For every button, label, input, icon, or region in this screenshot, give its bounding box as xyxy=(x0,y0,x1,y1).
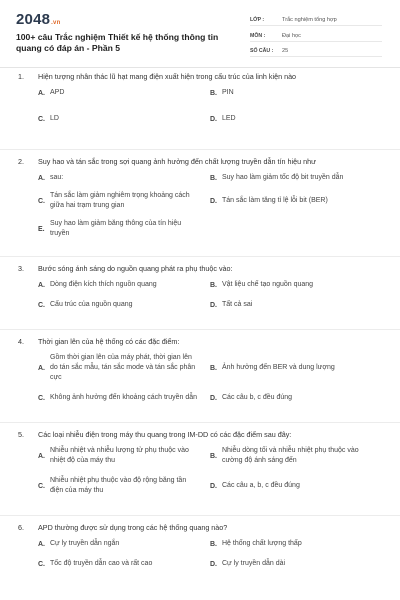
option-text: Tán sắc làm giảm nghiêm trọng khoảng cách giữa hai trạm trung gian xyxy=(50,192,190,209)
answer-option[interactable] xyxy=(38,88,210,98)
question-header xyxy=(18,264,382,274)
answer-option[interactable] xyxy=(210,191,382,211)
document-meta xyxy=(250,12,382,59)
meta-value: Trắc nghiệm tổng hợp xyxy=(282,17,337,23)
answer-option[interactable] xyxy=(210,393,382,403)
answer-option[interactable] xyxy=(210,280,382,290)
answer-option[interactable] xyxy=(38,191,210,211)
meta-row-count xyxy=(250,43,382,57)
question-text: Suy hao và tán sắc trong sợi quang ảnh hưởng đến chất lượng truyền dẫn tín hiệu như xyxy=(38,157,316,166)
option-letter: A. xyxy=(38,89,45,97)
answer-option[interactable] xyxy=(210,300,382,310)
option-letter: A. xyxy=(38,452,45,460)
question-header xyxy=(18,337,382,347)
answer-option[interactable] xyxy=(38,173,210,183)
answer-option[interactable] xyxy=(38,539,210,549)
answer-option[interactable] xyxy=(210,476,382,496)
option-text: PIN xyxy=(222,89,234,96)
option-letter: A. xyxy=(38,281,45,289)
answer-options xyxy=(38,539,382,579)
answer-option[interactable] xyxy=(210,173,382,183)
option-text: Tốc độ truyền dẫn cao và rất cao xyxy=(50,560,153,567)
question-header xyxy=(18,523,382,533)
option-letter: B. xyxy=(210,364,217,372)
option-letter: B. xyxy=(210,174,217,182)
answer-options xyxy=(38,353,382,413)
option-text: Cự ly truyền dẫn ngắn xyxy=(50,540,120,547)
document-title: 100+ câu Trắc nghiệm Thiết kế hệ thống thông tin quang có đáp án - Phần 5 xyxy=(16,32,219,53)
meta-label: SỐ CÂU : xyxy=(250,48,274,54)
option-letter: B. xyxy=(210,540,217,548)
question-divider xyxy=(0,515,400,516)
meta-row-subject xyxy=(250,28,382,42)
logo-suffix-text: .vn xyxy=(51,20,61,26)
answer-option[interactable] xyxy=(38,476,210,496)
question-divider xyxy=(0,422,400,423)
answer-option[interactable] xyxy=(210,88,382,98)
option-text: Cự ly truyền dẫn dài xyxy=(222,560,286,567)
option-text: Nhiễu dòng tối và nhiễu nhiệt phụ thuộc vào cường độ ánh sáng đến xyxy=(222,447,359,464)
answer-option[interactable] xyxy=(210,446,382,466)
question-divider xyxy=(0,149,400,150)
question-text: Thời gian lên của hệ thống có các đặc điểm: xyxy=(38,337,180,346)
option-text: Nhiễu nhiệt phụ thuộc vào độ rộng băng tần điện của máy thu xyxy=(50,477,187,494)
answer-option[interactable] xyxy=(38,280,210,290)
question-number: 3. xyxy=(18,264,24,273)
option-text: Các câu a, b, c đều đúng xyxy=(222,482,300,489)
option-letter: C. xyxy=(38,301,45,309)
question-number: 5. xyxy=(18,430,24,439)
option-letter: C. xyxy=(38,394,45,402)
question-text: Hiện tượng nhân thác lũ hạt mang điện xuất hiện trong cấu trúc của linh kiện nào xyxy=(38,72,297,81)
option-letter: C. xyxy=(38,115,45,123)
option-letter: D. xyxy=(210,560,217,568)
answer-options xyxy=(38,446,382,506)
option-text: Tất cả sai xyxy=(222,301,253,308)
question-item xyxy=(0,72,400,140)
question-number: 6. xyxy=(18,523,24,532)
option-letter: D. xyxy=(210,197,217,205)
question-divider xyxy=(0,256,400,257)
option-letter: C. xyxy=(38,560,45,568)
meta-label: LỚP : xyxy=(250,17,265,23)
option-text: Ảnh hưởng đến BER và dung lượng xyxy=(222,364,335,371)
answer-option[interactable] xyxy=(38,219,210,239)
question-number: 4. xyxy=(18,337,24,346)
option-text: Dòng điện kích thích nguồn quang xyxy=(50,281,157,288)
question-text: APD thường được sử dụng trong các hệ thống quang nào? xyxy=(38,523,228,532)
answer-option[interactable] xyxy=(38,353,210,383)
answer-options xyxy=(38,173,382,247)
question-number: 1. xyxy=(18,72,24,81)
question-item xyxy=(0,430,400,506)
answer-option[interactable] xyxy=(38,559,210,569)
option-text: APD xyxy=(50,89,65,96)
option-text: Tán sắc làm tăng tỉ lệ lỗi bit (BER) xyxy=(222,197,328,204)
option-letter: D. xyxy=(210,394,217,402)
question-list xyxy=(0,72,400,579)
option-letter: C. xyxy=(38,482,45,490)
question-item xyxy=(0,523,400,579)
option-text: Suy hao làm giảm băng thông của tín hiệu truyền xyxy=(50,220,182,237)
meta-value: 25 xyxy=(282,48,289,54)
answer-option[interactable] xyxy=(38,393,210,403)
answer-option[interactable] xyxy=(38,114,210,124)
meta-row-class xyxy=(250,12,382,26)
answer-option[interactable] xyxy=(38,300,210,310)
document-header xyxy=(0,0,400,68)
option-letter: B. xyxy=(210,89,217,97)
question-item xyxy=(0,264,400,320)
question-item xyxy=(0,337,400,413)
answer-option[interactable] xyxy=(210,353,382,383)
option-letter: A. xyxy=(38,174,45,182)
option-letter: B. xyxy=(210,452,217,460)
meta-value: Đại học xyxy=(282,32,301,39)
option-text: LED xyxy=(222,115,236,122)
option-text: Vật liệu chế tạo nguồn quang xyxy=(222,281,314,288)
answer-option[interactable] xyxy=(210,114,382,124)
meta-label: MÔN : xyxy=(250,32,266,39)
option-letter: A. xyxy=(38,364,45,372)
option-letter: E. xyxy=(38,225,45,233)
question-item xyxy=(0,157,400,247)
option-text: Cấu trúc của nguồn quang xyxy=(50,301,133,308)
question-divider xyxy=(0,329,400,330)
option-text: Gồm thời gian lên của máy phát, thời gian lên do tán sắc mẫu, tán sắc mode và tán sắc phân cực xyxy=(50,354,196,381)
answer-option[interactable] xyxy=(38,446,210,466)
option-text: Suy hao làm giảm tốc độ bit truyền dẫn xyxy=(222,174,344,181)
answer-option[interactable] xyxy=(210,539,382,549)
option-letter: B. xyxy=(210,281,217,289)
question-header xyxy=(18,72,382,82)
option-text: Không ảnh hưởng đến khoảng cách truyền dẫn xyxy=(50,394,198,401)
option-letter: D. xyxy=(210,115,217,123)
answer-options xyxy=(38,88,382,140)
option-text: sau: xyxy=(50,174,64,181)
question-text: Bước sóng ánh sáng do nguồn quang phát ra phụ thuộc vào: xyxy=(38,264,233,273)
option-letter: D. xyxy=(210,301,217,309)
option-letter: C. xyxy=(38,197,45,205)
question-text: Các loại nhiễu điện trong máy thu quang trong IM-DD có các đặc điểm sau đây: xyxy=(38,430,292,439)
option-text: Hệ thống chất lượng thấp xyxy=(222,540,302,547)
option-text: Nhiễu nhiệt và nhiễu lượng tử phụ thuộc vào nhiệt độ của máy thu xyxy=(50,447,189,464)
option-letter: A. xyxy=(38,540,45,548)
question-number: 2. xyxy=(18,157,24,166)
answer-option[interactable] xyxy=(210,559,382,569)
question-header xyxy=(18,157,382,167)
question-header xyxy=(18,430,382,440)
logo-main-text: 2048 xyxy=(16,11,51,28)
answer-options xyxy=(38,280,382,320)
option-text: LD xyxy=(50,115,59,122)
site-logo[interactable] xyxy=(16,11,60,28)
option-text: Các câu b, c đều đúng xyxy=(222,394,293,401)
option-letter: D. xyxy=(210,482,217,490)
